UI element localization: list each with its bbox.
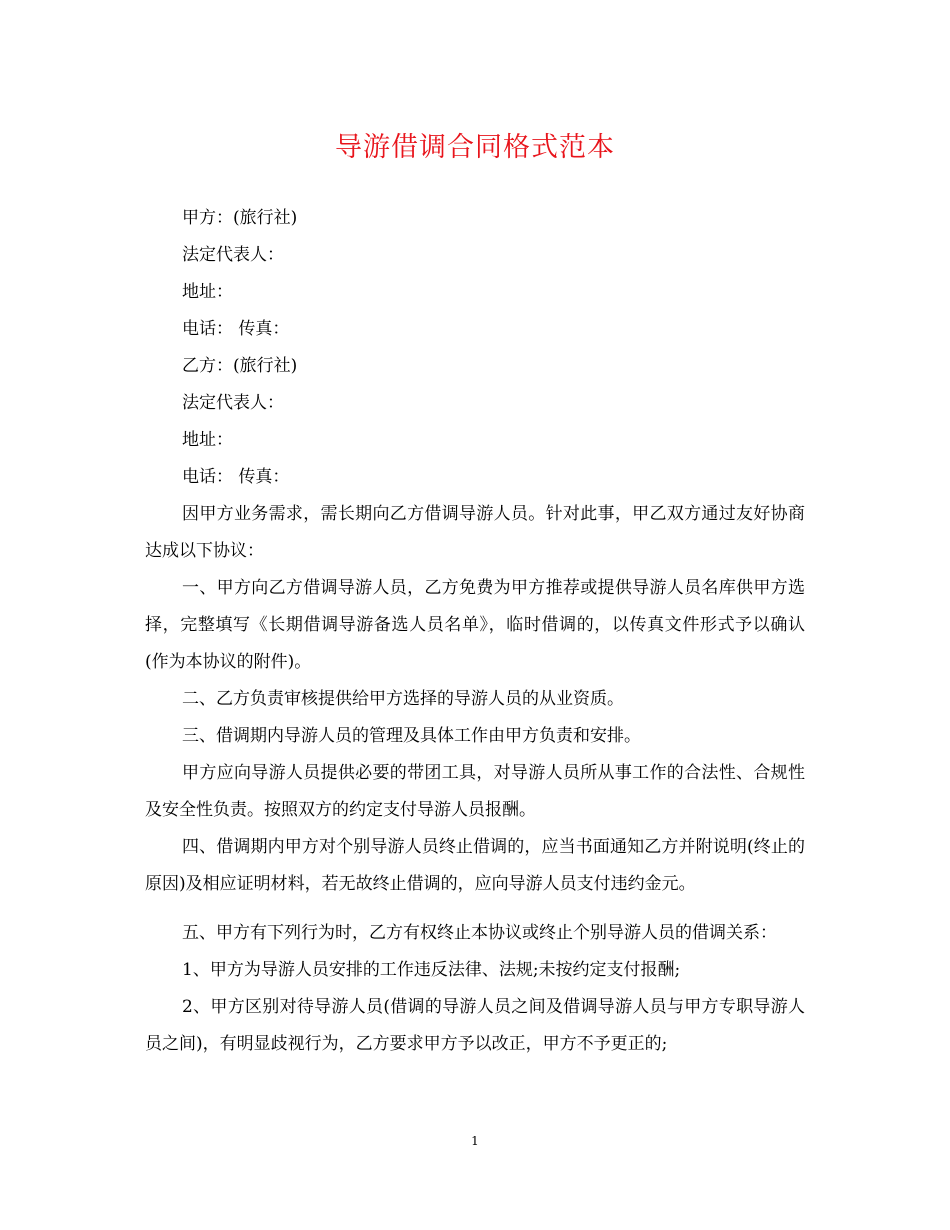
clause-3-detail-paragraph: 甲方应向导游人员提供必要的带团工具，对导游人员所从事工作的合法性、合规性及安全性负责。按照双方的约定支付导游人员报酬。 bbox=[145, 763, 805, 820]
clause-3-paragraph: 三、借调期内导游人员的管理及具体工作由甲方负责和安排。 bbox=[182, 726, 641, 746]
document-title: 导游借调合同格式范本 bbox=[335, 132, 615, 163]
clause-5-paragraph: 五、甲方有下列行为时，乙方有权终止本协议或终止个别导游人员的借调关系： bbox=[182, 923, 777, 943]
party-a-phone-fax: 电话： 传真： bbox=[182, 319, 290, 339]
clause-5-item-1: 1、甲方为导游人员安排的工作违反法律、法规;未按约定支付报酬; bbox=[182, 960, 681, 980]
party-b-address: 地址： bbox=[182, 430, 233, 450]
document-body bbox=[145, 200, 805, 1063]
party-b-representative: 法定代表人： bbox=[182, 393, 284, 413]
party-b-name: 乙方：(旅行社) bbox=[182, 356, 298, 376]
page-number: 1 bbox=[471, 1134, 479, 1148]
party-a-representative: 法定代表人： bbox=[182, 245, 284, 265]
party-a-address: 地址： bbox=[182, 282, 233, 302]
party-a-name: 甲方：(旅行社) bbox=[182, 208, 298, 228]
paragraph-spacer bbox=[145, 903, 805, 915]
party-b-phone-fax: 电话： 传真： bbox=[182, 467, 290, 487]
intro-paragraph: 因甲方业务需求，需长期向乙方借调导游人员。针对此事，甲乙双方通过友好协商达成以下协议： bbox=[145, 504, 805, 561]
clause-4-paragraph: 四、借调期内甲方对个别导游人员终止借调的，应当书面通知乙方并附说明(终止的原因)及相应证明材料，若无故终止借调的，应向导游人员支付违约金元。 bbox=[145, 837, 805, 894]
clause-1-paragraph: 一、甲方向乙方借调导游人员，乙方免费为甲方推荐或提供导游人员名库供甲方选择，完整填写《长期借调导游备选人员名单》，临时借调的，以传真文件形式予以确认(作为本协议的附件)。 bbox=[145, 578, 805, 672]
clause-5-item-2: 2、甲方区别对待导游人员(借调的导游人员之间及借调导游人员与甲方专职导游人员之间)，有明显歧视行为，乙方要求甲方予以改正，甲方不予更正的; bbox=[145, 997, 805, 1054]
clause-2-paragraph: 二、乙方负责审核提供给甲方选择的导游人员的从业资质。 bbox=[182, 689, 624, 709]
